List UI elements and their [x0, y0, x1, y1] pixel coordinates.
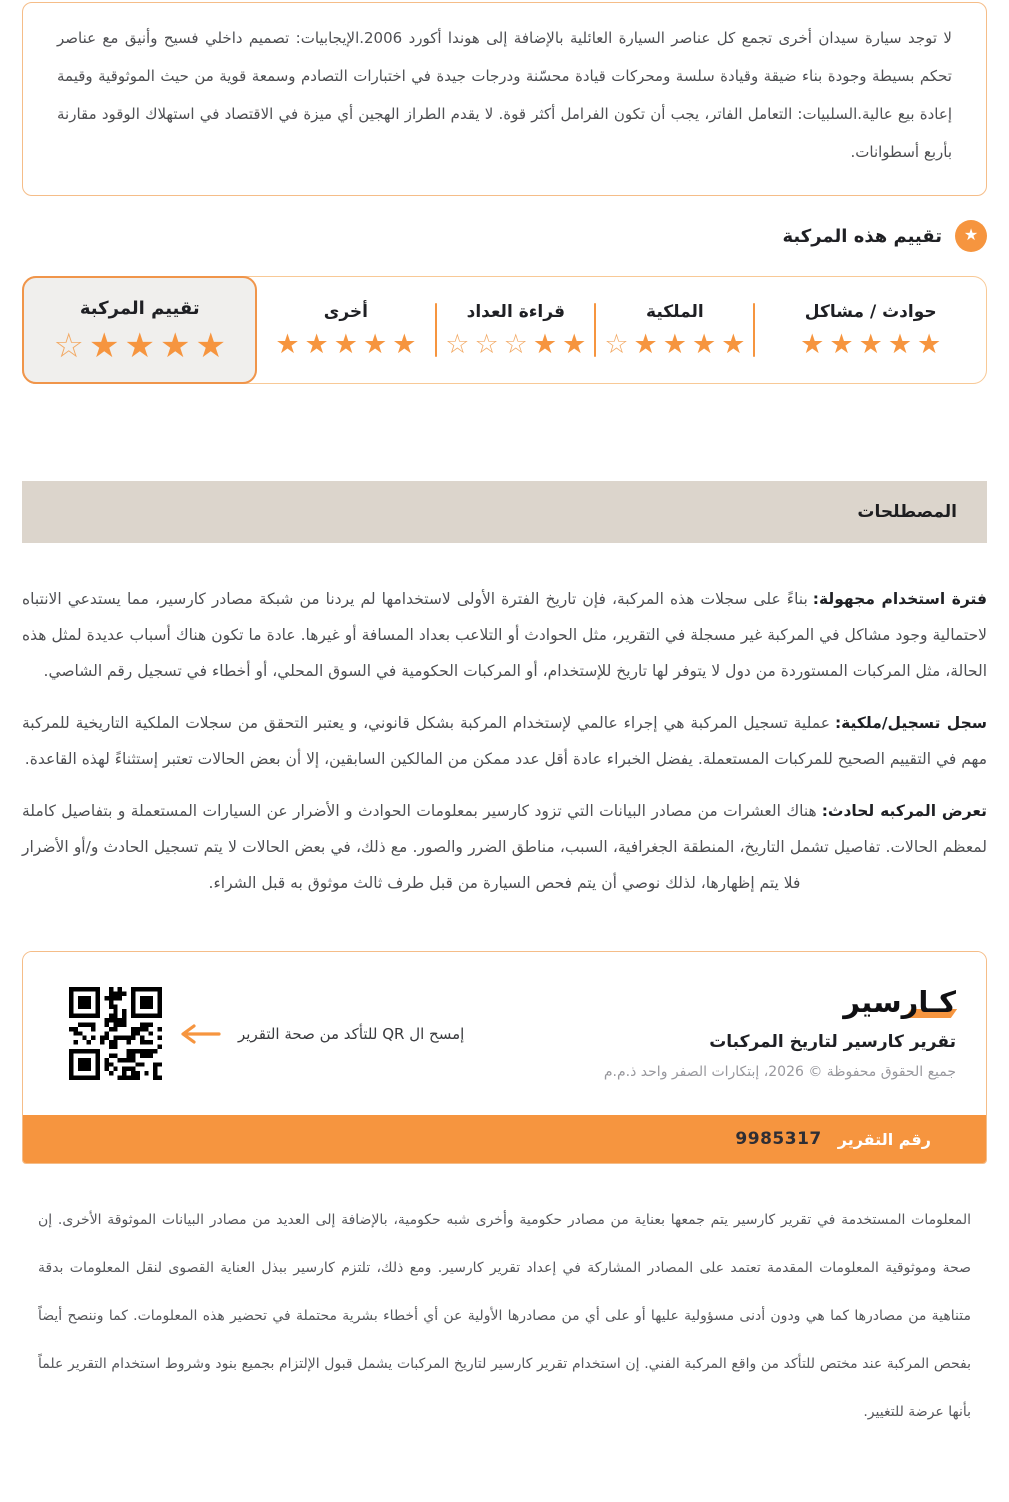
star-circle-icon: ★ — [955, 220, 987, 252]
rating-section-title: تقييم هذه المركبة — [782, 225, 942, 247]
qr-group — [53, 987, 464, 1080]
report-page — [0, 2, 1009, 1436]
qr-caption: إمسح ال QR للتأكد من صحة التقرير — [238, 1024, 465, 1043]
term-lead: سجل تسجيل/ملكية: — [834, 714, 987, 732]
rating-category-label: أخرى — [323, 302, 368, 322]
qr-code — [69, 987, 162, 1080]
vehicle-review-box — [22, 2, 987, 196]
term-lead: تعرض المركبه لحادث: — [821, 802, 987, 820]
divider — [594, 303, 596, 357]
divider — [435, 303, 437, 357]
rating-category-accidents — [755, 277, 986, 383]
vehicle-review-text: لا توجد سيارة سيدان أخرى تجمع كل عناصر السيارة العائلية بالإضافة إلى هوندا أكورد 2006.الإيجابيات: تصميم داخلي فسيح وأنيق مع عناصر تحكم بسيطة وجودة بناء ضيقة وقيادة سلسة ومحركات قيادة محسّنة ودرجات جيدة في اختبارات التصادم وسمعة قوية من حيث الموثوقية وقيمة إعادة بيع عالية.السلبيات: التعامل الفاتر، يجب أن تكون الفرامل أكثر قوة. لا يقدم الطراز الهجين أي ميزة في الاقتصاد في استهلاك الوقود مقارنة بأربع أسطوانات. — [57, 29, 952, 161]
report-footer-card — [22, 951, 987, 1164]
carseer-logo-text: كـارسير — [843, 985, 956, 1020]
term-paragraph-registration — [22, 705, 987, 777]
rating-category-label: قراءة العداد — [466, 302, 565, 322]
carseer-logo — [843, 987, 956, 1019]
term-paragraph-accident — [22, 793, 987, 901]
report-number-label: رقم التقرير — [837, 1129, 931, 1149]
rating-category-ownership — [596, 277, 753, 383]
brand-block — [604, 987, 956, 1080]
rating-category-label: تقييم المركبة — [79, 297, 200, 319]
report-number-value: 9985317 — [735, 1129, 822, 1149]
terms-section-header — [22, 481, 987, 543]
term-body: عملية تسجيل المركبة هي إجراء عالمي لإستخدام المركبة بشكل قانوني، و يعتبر التحقق من سجلات الملكية التاريخية للمركبة مهم في التقييم الصحيح للمركبات المستعملة. يفضل الخبراء عادة أقل عدد ممكن من المالكين السابقين، إلا أن بعض الحالات تعتبر إستثناءً لهذه القاعدة. — [22, 714, 987, 768]
report-number-bar — [23, 1115, 986, 1163]
star-rating-ownership: ★ ★ ★ ★ ☆ — [604, 329, 746, 360]
footer-brand-row — [23, 952, 986, 1115]
term-body: هناك العشرات من مصادر البيانات التي تزود كارسير بمعلومات الحوادث و الأضرار عن السيارات المستعملة و بتفاصيل كاملة لمعظم الحالات. تفاصيل تشمل التاريخ، المنطقة الجغرافية، السبب، مناطق الضرر والصور. مع ذلك، في بعض الحالات لا يتم تسجيل الحادث و/أو الأضرار فلا يتم إظهارها، لذلك نوصي أن يتم فحص السيارة من قبل طرف ثالث موثوق به قبل الشراء. — [22, 802, 987, 892]
terms-section-title: المصطلحات — [857, 502, 957, 522]
star-rating-odometer: ★ ★ ☆ ☆ ☆ — [445, 329, 587, 360]
ratings-box — [22, 276, 987, 384]
term-body: بناءً على سجلات هذه المركبة، فإن تاريخ الفترة الأولى لاستخدامها لم يردنا من شبكة مصادر كارسير، مما يستدعي الانتباه لاحتمالية وجود مشاكل في المركبة غير مسجلة في التقرير، مثل الحوادث أو التلاعب بعداد المسافة أو غيرها. عادة ما تكون هناك أسباب عديدة لمثل هذه الحالة، مثل المركبات المستوردة من دول لا يتوفر لها تاريخ للإستخدام، أو المركبات الحكومية في السوق المحلي، أو أخطاء في تسجيل رقم الشاصي. — [22, 590, 987, 680]
rating-category-overall — [22, 276, 257, 384]
report-title: تقرير كارسير لتاريخ المركبات — [709, 1031, 956, 1052]
copyright-text: جميع الحقوق محفوظة © 2026، إبتكارات الصفر واحد ذ.م.م — [603, 1063, 956, 1080]
rating-category-label: حوادث / مشاكل — [804, 302, 937, 322]
rating-category-odometer — [437, 277, 594, 383]
star-rating-overall: ★ ★ ★ ★ ☆ — [53, 325, 226, 366]
term-lead: فترة استخدام مجهولة: — [812, 590, 987, 608]
star-rating-accidents: ★ ★ ★ ★ ★ — [800, 329, 942, 360]
star-rating-other: ★ ★ ★ ★ ★ — [275, 329, 417, 360]
rating-category-other — [256, 277, 435, 383]
disclaimer-text: المعلومات المستخدمة في تقرير كارسير يتم جمعها بعناية من مصادر حكومية وأخرى شبه حكومية، بالإضافة إلى العديد من مصادر البيانات الموثوقة الأخرى. إن صحة وموثوقية المعلومات المقدمة تعتمد على المصادر المشاركة في إعداد تقرير كارسير. ومع ذلك، تلتزم كارسير ببذل العناية القصوى لنقل المعلومات بدقة متناهية من مصادرها كما هي ودون أدنى مسؤولية عليها أو على أي من مصادرها الأولية عن أي أخطاء بشرية محتملة في تحضير هذه المعلومات. كما وننصح أيضاً بفحص المركبة عند مختص للتأكد من واقع المركبة الفني. إن استخدام تقرير كارسير لتاريخ المركبات يشمل قبول الإلتزام بجميع بنود وشروط استخدام التقرير علماً بأنها عرضة للتغيير. — [38, 1212, 971, 1420]
term-paragraph-unknown-usage — [22, 581, 987, 689]
rating-section-header — [22, 220, 987, 252]
left-arrow-icon — [179, 1022, 221, 1046]
rating-category-label: الملكية — [646, 302, 704, 322]
